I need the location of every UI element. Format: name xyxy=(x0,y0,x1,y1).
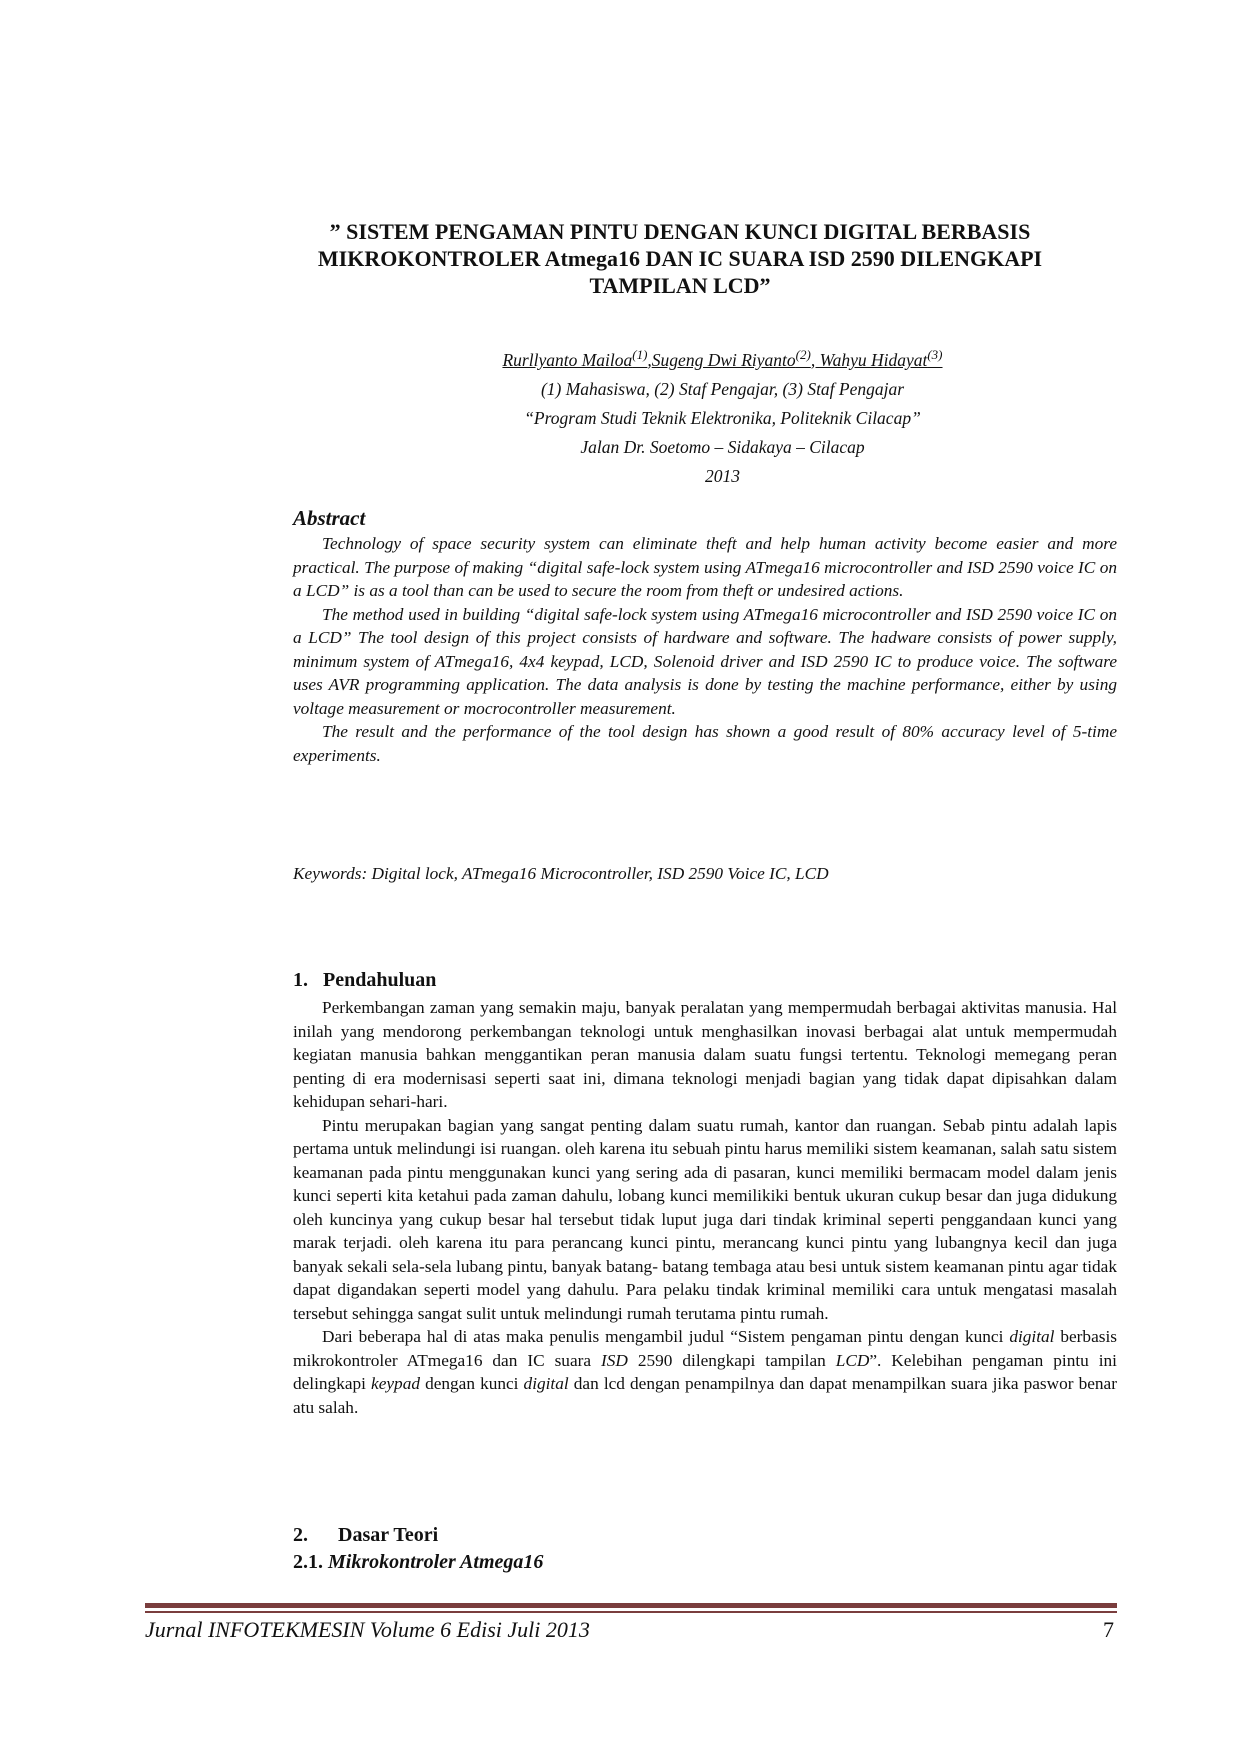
author-1 xyxy=(502,347,652,370)
author-address: Jalan Dr. Soetomo – Sidakaya – Cilacap xyxy=(580,436,865,457)
subsection-2-1-number: 2.1. xyxy=(293,1551,323,1573)
title-line-2: MIKROKONTROLER Atmega16 DAN IC SUARA ISD 2590 DILENGKAPI xyxy=(317,246,1043,271)
p3-text-a: Dari beberapa hal di atas maka penulis mengambil judul “Sistem pengaman pintu dengan kunci xyxy=(322,1327,1010,1346)
p3-text-k: dan lcd dengan penampilnya dan dapat menampilkan suara jika paswor benar atu salah. xyxy=(293,1374,1117,1417)
paper-title xyxy=(280,218,1080,299)
paper-year: 2013 xyxy=(705,465,740,486)
section-1-paragraph-1: Perkembangan zaman yang semakin maju, banyak peralatan yang mempermudah berbagai aktivitas manusia. Hal inilah yang mendorong perkembangan teknologi untuk menghasilkan inovasi berbagai alat untuk mempermudah kegiatan manusia bahkan menggantikan peran manusia dalam suatu fungsi tertentu. Teknologi memegang peran penting di era modernisasi seperti saat ini, dimana teknologi menjadi bagian yang tidak dapat dipisahkan dalam kehidupan sehari-hari. xyxy=(293,998,1117,1111)
section-1-heading xyxy=(293,969,1117,992)
p3-italic-lcd: LCD xyxy=(835,1350,870,1370)
author-roles: (1) Mahasiswa, (2) Staf Pengajar, (3) Staf Pengajar xyxy=(540,378,905,399)
abstract-paragraph-2: The method used in building “digital safe-lock system using ATmega16 microcontroller and ISD 2590 voice IC on a LCD” The tool design of this project consists of hardware and software. The hadware consists of power supply, minimum system of ATmega16, 4x4 keypad, LCD, Solenoid driver and ISD 2590 IC to produce voice. The software uses AVR programming application. The data analysis is done by testing the machine performance, either by using voltage measurement or mocrocontroller measurement. xyxy=(293,604,1117,718)
footer-rule-thin xyxy=(145,1611,1117,1613)
p3-italic-isd: ISD xyxy=(601,1350,628,1370)
p3-italic-keypad: keypad xyxy=(371,1374,420,1393)
subsection-2-1-title: Mikrokontroler Atmega16 xyxy=(328,1551,544,1573)
author-2-mark: (2) xyxy=(795,347,811,362)
author-2 xyxy=(651,347,820,370)
p3-italic-digital-2: digital xyxy=(523,1374,569,1393)
abstract-heading: Abstract xyxy=(293,506,366,530)
author-1-sep: , xyxy=(647,349,652,370)
section-1-paragraph-3 xyxy=(293,1325,1117,1419)
author-3 xyxy=(819,347,943,370)
p3-text-e: 2590 dilengkapi tampilan xyxy=(627,1350,836,1370)
section-1-title: Pendahuluan xyxy=(323,969,437,991)
author-block xyxy=(300,340,1145,491)
section-1-paragraph-2: Pintu merupakan bagian yang sangat penting dalam suatu rumah, kantor dan ruangan. Sebab pintu adalah lapis pertama untuk melindungi isi ruangan. oleh karena itu sebuah pintu harus memiliki sistem keamanan, salah satu sistem keamanan pada pintu menggunakan kunci yang sering ada di pasaran, kunci memiliki bermacam model dalam jenis kunci seperti kita ketahui pada zaman dahulu, lobang kunci memilikiki bentuk ukuran cukup besar dan juga didukung oleh kuncinya yang cukup besar hal tersebut tidak luput juga dari tindak kriminal seperti penggandaan kunci yang marak terjadi. oleh karena itu para perancang kunci pintu, merancang kunci pintu yang lubangnya kecil dan juga banyak sekali sela-sela lubang pintu, banyak batang- batang tembaga atau besi untuk sistem keamanan pintu agar tidak dapat digandakan seperti model yang dahulu. Para pelaku tindak kriminal memiliki cara untuk mengatasi masalah tersebut sehingga sangat sulit untuk melindungi rumah terutama pintu rumah. xyxy=(293,1115,1117,1323)
author-3-mark: (3) xyxy=(927,347,943,362)
footer-rule-thick xyxy=(145,1603,1117,1608)
author-1-mark: (1) xyxy=(632,347,648,362)
author-institution: “Program Studi Teknik Elektronika, Politeknik Cilacap” xyxy=(524,407,921,428)
section-1-body xyxy=(293,996,1117,1419)
section-2-heading xyxy=(293,1524,1117,1547)
journal-name: Jurnal INFOTEKMESIN Volume 6 Edisi Juli 2013 xyxy=(145,1617,590,1642)
subsection-2-1-heading xyxy=(293,1551,1117,1574)
abstract-body xyxy=(293,532,1117,767)
title-line-1: ” SISTEM PENGAMAN PINTU DENGAN KUNCI DIGITAL BERBASIS xyxy=(329,219,1031,244)
p3-text-c: berbasis mikrokontroler ATmega16 dan IC suara xyxy=(293,1327,1117,1370)
p3-text-g: ”. Kelebihan pengaman pintu ini delingkapi xyxy=(293,1350,1117,1393)
abstract-paragraph-3: The result and the performance of the tool design has shown a good result of 80% accuracy level of 5-time experiments. xyxy=(293,722,1117,765)
abstract-paragraph-1: Technology of space security system can eliminate theft and help human activity become easier and more practical. The purpose of making “digital safe-lock system using ATmega16 microcontroller and ISD 2590 voice IC on a LCD” is as a tool than can be used to secure the room from theft or undesired actions. xyxy=(293,534,1117,600)
page-number: 7 xyxy=(1103,1617,1114,1642)
author-names xyxy=(300,340,1145,375)
author-2-name: Sugeng Dwi Riyanto xyxy=(651,349,796,370)
p3-italic-digital: digital xyxy=(1009,1327,1055,1346)
author-1-name: Rurllyanto Mailoa xyxy=(502,349,633,370)
author-3-name: Wahyu Hidayat xyxy=(819,349,928,370)
section-1-number: 1. xyxy=(293,969,308,991)
author-2-sep: , xyxy=(810,349,820,370)
p3-text-i: dengan kunci xyxy=(419,1374,524,1393)
keywords: Keywords: Digital lock, ATmega16 Microcontroller, ISD 2590 Voice IC, LCD xyxy=(293,864,829,883)
section-2-number: 2. xyxy=(293,1524,308,1546)
title-line-3: TAMPILAN LCD” xyxy=(589,273,771,298)
section-2-title: Dasar Teori xyxy=(338,1524,439,1546)
